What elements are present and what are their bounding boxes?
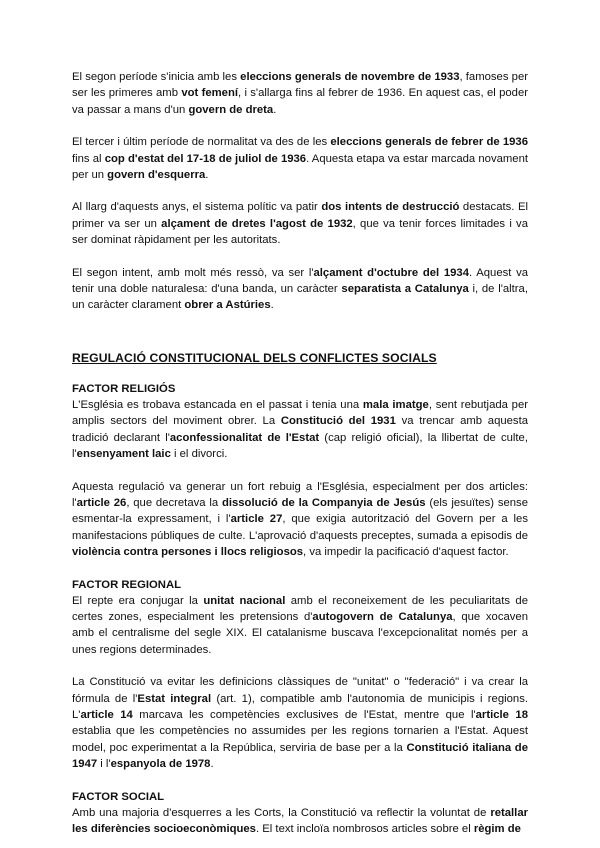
bold-term: mala imatge	[362, 398, 429, 411]
bold-term: article 27	[230, 513, 283, 526]
paragraph-destruction-attempts: Al llarg d'aquests anys, el sistema polític va patir dos intents de destrucció destacats. El primer va ser un alçament de dretes l'agost de 1932, que va tenir forces limitades i va ser dominat ràpidament per les autoritats.	[72, 201, 528, 247]
paragraph-regional-2: La Constitució va evitar les definicions clàssiques de "unitat" o "federació" i va crear la fórmula de l'Estat integral (art. 1), compatible amb l'autonomia de municipis i regions. L'article 14 marcava les competències exclusives de l'Estat, mentre que l'article 18 establia que les competències no assumides per les regions tornarien a l'Estat. Aquest model, poc experimentat a la República, serviria de base per a la Constitució italiana de 1947 i l'espanyola de 1978.	[72, 676, 528, 771]
paragraph-second-period: El segon període s'inicia amb les eleccions generals de novembre de 1933, famoses per ser les primeres amb vot femení, i s'allarga fins al febrer de 1936. En aquest cas, el poder va passar a mans d'un govern de dreta.	[72, 71, 529, 116]
bold-term: govern d'esquerra	[107, 169, 206, 182]
bold-term: retallar les diferències socioeconòmiques	[72, 806, 528, 835]
bold-term: Constitució del 1931	[280, 415, 396, 428]
bold-term: unitat nacional	[203, 594, 286, 607]
bold-term: govern de dreta	[188, 103, 274, 116]
bold-term: ensenyament laic	[76, 448, 171, 461]
bold-term: dos intents de destrucció	[321, 201, 460, 214]
bold-term: violència contra persones i llocs religiosos	[72, 546, 304, 559]
bold-term: cop d'estat del 17-18 de juliol de 1936	[104, 152, 307, 165]
bold-term: règim de	[473, 823, 521, 835]
bold-term: eleccions generals de febrer de 1936	[330, 136, 528, 149]
bold-term: aconfessionalitat de l'Estat	[169, 431, 320, 444]
bold-term: dissolució de la Companyia de Jesús	[221, 496, 426, 509]
paragraph-religios-2: Aquesta regulació va generar un fort rebuig a l'Església, especialment per dos articles: l'article 26, que decretava la dissolució de la Companyia de Jesús (els jesuïtes) sense esmentar-la expressament, i l'article 27, que exigia autorització del Govern per a les manifestacions públiques de culte. L'aprovació d'aquests preceptes, sumada a episodis de violència contra persones i llocs religiosos, va impedir la pacificació d'aquest factor.	[72, 480, 528, 559]
bold-term: obrer a Astúries	[184, 299, 271, 312]
heading-factor-religios: FACTOR RELIGIÓS	[72, 382, 176, 395]
paragraph-religios-1: L'Església es trobava estancada en el passat i tenia una mala imatge, sent rebutjada per amplis sectors del moviment obrer. La Constitució del 1931 va trencar amb aquesta tradició declarant l'aconfessionalitat de l'Estat (cap religió oficial), la llibertat de culte, l'ensenyament laic i el divorci.	[72, 398, 528, 461]
paragraph-regional-1: El repte era conjugar la unitat nacional amb el reconeixement de les peculiaritats de certes zones, especialment les pretensions d'autogovern de Catalunya, que xocaven amb el centralisme del segle XIX. El catalanisme buscava l'excepcionalitat només per a unes regions determinades.	[72, 594, 528, 656]
bold-term: autogovern de Catalunya	[312, 610, 453, 623]
paragraph-october-1934: El segon intent, amb molt més ressò, va ser l'alçament d'octubre del 1934. Aquest va tenir una doble naturalesa: d'una banda, un caràcter separatista a Catalunya i, de l'altra, un caràcter clarament obrer a Astúries.	[72, 266, 529, 312]
section-title: REGULACIÓ CONSTITUCIONAL DELS CONFLICTES SOCIALS	[72, 350, 437, 365]
bold-term: alçament de dretes l'agost de 1932	[161, 217, 353, 230]
paragraph-third-period: El tercer i últim període de normalitat va des de les eleccions generals de febrer de 1936 fins al cop d'estat del 17-18 de juliol de 1936. Aquesta etapa va estar marcada novament per un govern d'esquerra.	[72, 136, 528, 182]
bold-term: Estat integral	[137, 692, 212, 705]
bold-term: Constitució italiana de 1947	[72, 741, 528, 771]
bold-term: alçament d'octubre del 1934	[313, 266, 470, 279]
bold-term: espanyola de 1978	[110, 758, 211, 771]
bold-term: eleccions generals de novembre de 1933	[240, 71, 460, 83]
paragraph-social-1: Amb una majoria d'esquerres a les Corts, la Constitució va reflectir la voluntat de retallar les diferències socioeconòmiques. El text incloïa nombrosos articles sobre el règim de	[72, 806, 528, 835]
bold-term: article 14	[80, 708, 133, 721]
bold-term: separatista a Catalunya	[341, 283, 469, 296]
bold-term: article 26	[76, 496, 127, 509]
bold-term: article 18	[475, 708, 528, 721]
bold-term: vot femení	[181, 87, 238, 100]
heading-factor-regional: FACTOR REGIONAL	[72, 578, 181, 591]
heading-factor-social: FACTOR SOCIAL	[72, 790, 165, 803]
